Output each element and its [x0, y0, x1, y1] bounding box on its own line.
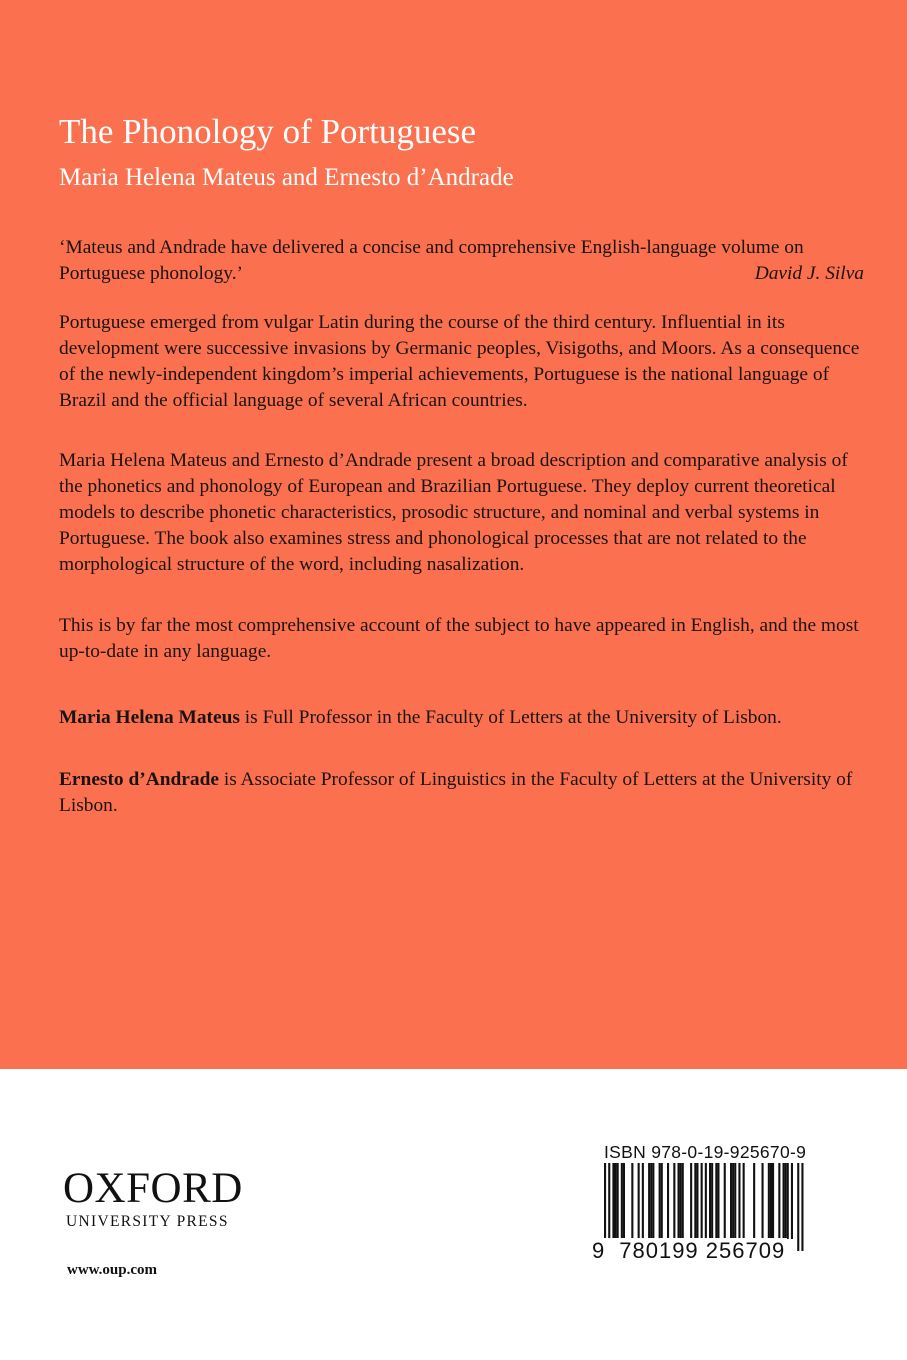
- book-title: The Phonology of Portuguese: [59, 112, 477, 151]
- barcode-bar: [778, 1163, 780, 1239]
- publisher-website: www.oup.com: [67, 1262, 158, 1278]
- barcode-bar: [694, 1163, 696, 1239]
- review-quote: ‘Mateus and Andrade have delivered a concise and comprehensive English-language volume on Portuguese phonology.’: [59, 237, 804, 284]
- barcode-bar: [650, 1163, 652, 1239]
- author-bio-name: Maria Helena Mateus: [59, 707, 240, 728]
- barcode-bar: [743, 1163, 745, 1239]
- barcode-bar: [690, 1163, 692, 1239]
- barcode-bar: [724, 1163, 726, 1239]
- publisher-logo: [63, 1166, 271, 1232]
- barcode-bar: [659, 1163, 661, 1239]
- quote-attribution: David J. Silva: [754, 263, 864, 284]
- barcode-bar: [623, 1163, 625, 1239]
- author-bio-name: Ernesto d’Andrade: [59, 769, 219, 790]
- barcode-bar: [615, 1163, 617, 1239]
- barcode-number: [590, 1238, 787, 1264]
- author-bio-text: is Associate Professor of Linguistics in the Faculty of Letters at the University of Lisbon.: [59, 769, 853, 816]
- barcode-bar: [785, 1163, 787, 1239]
- barcode-bar: [673, 1163, 675, 1239]
- barcode-bar: [797, 1163, 799, 1251]
- barcode-bar: [717, 1163, 719, 1239]
- barcode-bar: [661, 1163, 663, 1239]
- barcode-bar: [730, 1163, 732, 1239]
- barcode-bar: [709, 1163, 711, 1239]
- barcode-bar: [711, 1163, 713, 1239]
- author-bio: [59, 705, 869, 731]
- publisher-logo-main: OXFORD: [63, 1165, 243, 1212]
- barcode-bar: [734, 1163, 736, 1239]
- barcode-bar: [753, 1163, 755, 1239]
- barcode-bar: [801, 1163, 803, 1251]
- barcode-bar: [768, 1163, 770, 1239]
- barcode-first-digit: 9: [592, 1238, 606, 1263]
- barcode-bar: [652, 1163, 654, 1239]
- barcode-bar: [772, 1163, 774, 1239]
- barcode-bar: [715, 1163, 717, 1239]
- publisher-logo-sub: UNIVERSITY PRESS: [66, 1213, 229, 1230]
- author-bio-text: is Full Professor in the Faculty of Letters at the University of Lisbon.: [239, 707, 782, 728]
- book-authors: Maria Helena Mateus and Ernesto d’Andrade: [59, 164, 514, 191]
- barcode-bar: [738, 1163, 740, 1239]
- barcode-bar: [732, 1163, 734, 1239]
- barcode-bar: [682, 1163, 684, 1239]
- barcode-bar: [667, 1163, 669, 1239]
- barcode-bar: [642, 1163, 644, 1239]
- barcode-bar: [770, 1163, 772, 1239]
- description-paragraph: Portuguese emerged from vulgar Latin during the course of the third century. Influential in its development were successive invasions by Germanic peoples, Visigoths, and Moors. As a consequence of the newly-independent kingdom’s imperial achievements, Portuguese is the national language of Brazil and the official language of several African countries.: [59, 312, 860, 411]
- barcode-bar: [612, 1163, 614, 1239]
- barcode-bar: [696, 1163, 698, 1239]
- barcode-bar: [638, 1163, 640, 1239]
- isbn-label: ISBN 978-0-19-925670-9: [604, 1142, 807, 1162]
- barcode-bar: [680, 1163, 682, 1239]
- barcode-bar: [791, 1163, 793, 1239]
- barcode-bar: [631, 1163, 633, 1239]
- barcode-bar: [621, 1163, 623, 1239]
- author-bio: [59, 767, 869, 819]
- description-paragraph: This is by far the most comprehensive account of the subject to have appeared in English, and the most up-to-date in any language.: [59, 615, 859, 662]
- barcode-bar: [648, 1163, 650, 1239]
- barcode-bar: [678, 1163, 680, 1239]
- barcode-digits: 780199 256709: [619, 1238, 786, 1263]
- barcode-bar: [617, 1163, 619, 1239]
- barcode-bar: [783, 1163, 785, 1239]
- barcode-bar: [787, 1163, 789, 1239]
- barcode-bar: [762, 1163, 764, 1239]
- description-paragraph: Maria Helena Mateus and Ernesto d’Andrade present a broad description and comparative analysis of the phonetics and phonology of European and Brazilian Portuguese. They deploy current theoretical models to describe phonetic characteristics, prosodic structure, and nominal and verbal systems in Portuguese. The book also examines stress and phonological processes that are not related to the morphological structure of the word, including nasalization.: [59, 450, 848, 575]
